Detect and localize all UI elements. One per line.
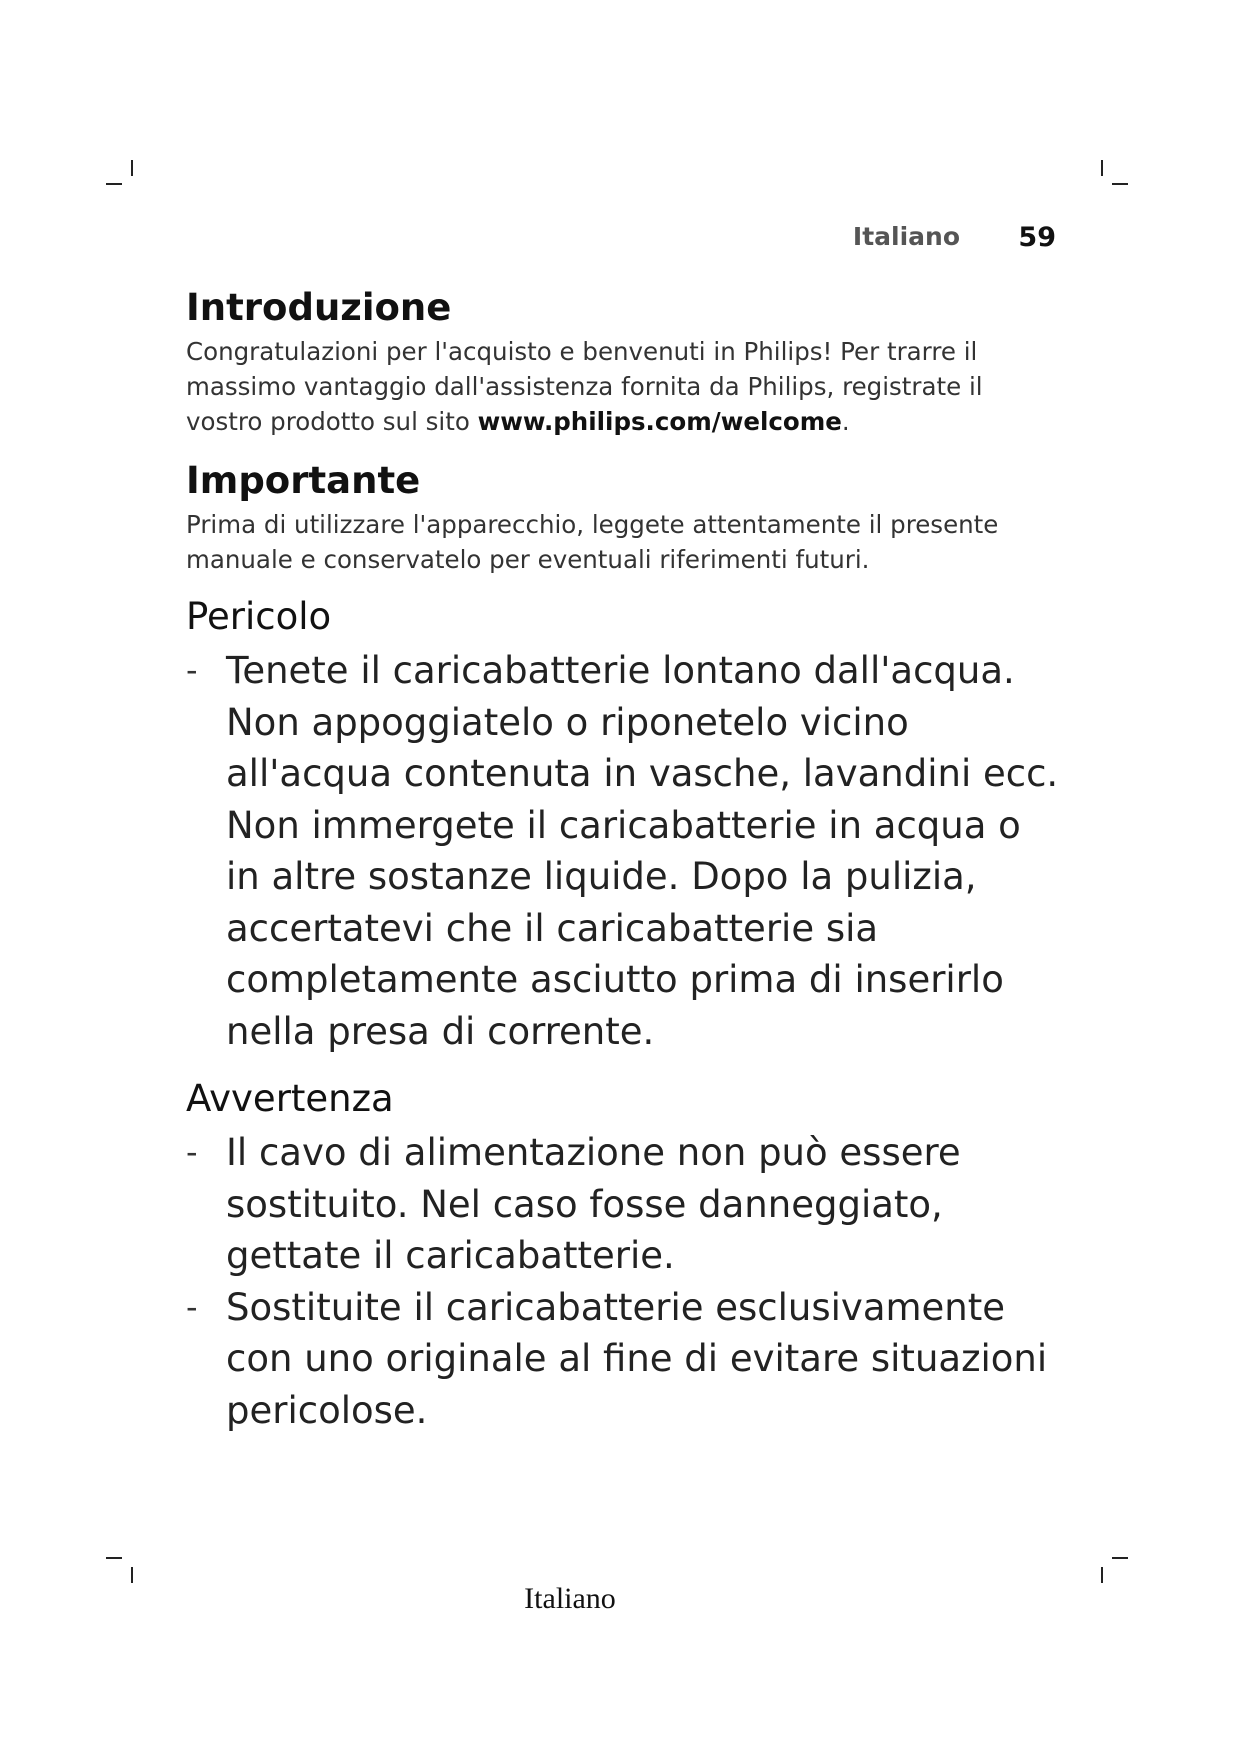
crop-mark bbox=[131, 160, 133, 176]
danger-heading: Pericolo bbox=[186, 595, 332, 638]
page-number: 59 bbox=[1018, 222, 1056, 253]
warning-list bbox=[186, 1127, 1066, 1436]
list-item bbox=[186, 1282, 1066, 1437]
intro-text-before: Congratulazioni per l'acquisto e benvenuti in Philips! Per trarre il massimo vantaggio dall'assistenza fornita da Philips, registrate il vostro prodotto sul sito bbox=[186, 337, 983, 436]
page-header bbox=[186, 222, 1056, 258]
header-language: Italiano bbox=[852, 222, 960, 251]
intro-section bbox=[186, 284, 1066, 439]
crop-mark bbox=[1101, 160, 1103, 176]
warning-item-text: Il cavo di alimentazione non può essere sostituito. Nel caso fosse danneggiato, gettate il caricabatterie. bbox=[226, 1131, 961, 1277]
welcome-link[interactable]: www.philips.com/welcome bbox=[477, 407, 842, 436]
dash-bullet: - bbox=[186, 1287, 198, 1326]
list-item bbox=[186, 645, 1066, 1057]
page-content bbox=[186, 284, 1066, 1456]
intro-text-after: . bbox=[841, 407, 850, 436]
dash-bullet: - bbox=[186, 1133, 198, 1171]
important-text: Prima di utilizzare l'apparecchio, leggete attentamente il presente manuale e conservatelo per eventuali riferimenti futuri. bbox=[186, 510, 999, 574]
warning-item-text: Sostituite il caricabatterie esclusivamente con uno originale al fine di evitare situazioni pericolose. bbox=[226, 1285, 1048, 1432]
page-footer: Italiano bbox=[524, 1582, 616, 1615]
crop-mark bbox=[1101, 1567, 1103, 1583]
danger-list bbox=[186, 645, 1066, 1057]
intro-heading: Introduzione bbox=[186, 286, 452, 329]
intro-text bbox=[186, 334, 1066, 439]
crop-mark bbox=[1112, 183, 1128, 185]
dash-bullet: - bbox=[186, 651, 198, 689]
important-section bbox=[186, 457, 1066, 577]
list-item bbox=[186, 1127, 1066, 1282]
crop-mark bbox=[131, 1567, 133, 1583]
crop-mark bbox=[106, 183, 122, 185]
warning-heading: Avvertenza bbox=[186, 1077, 394, 1120]
crop-mark bbox=[106, 1557, 122, 1559]
crop-mark bbox=[1112, 1557, 1128, 1559]
danger-section bbox=[186, 593, 1066, 1057]
important-heading: Importante bbox=[186, 459, 421, 502]
warning-section bbox=[186, 1075, 1066, 1436]
danger-item-text: Tenete il caricabatterie lontano dall'acqua. Non appoggiatelo o riponetelo vicino all'acqua contenuta in vasche, lavandini ecc. Non immergete il caricabatterie in acqua o in altre sostanze liquide. Dopo la pulizia, accertatevi che il caricabatterie sia completamente asciutto prima di inserirlo nella presa di corrente. bbox=[226, 649, 1059, 1053]
